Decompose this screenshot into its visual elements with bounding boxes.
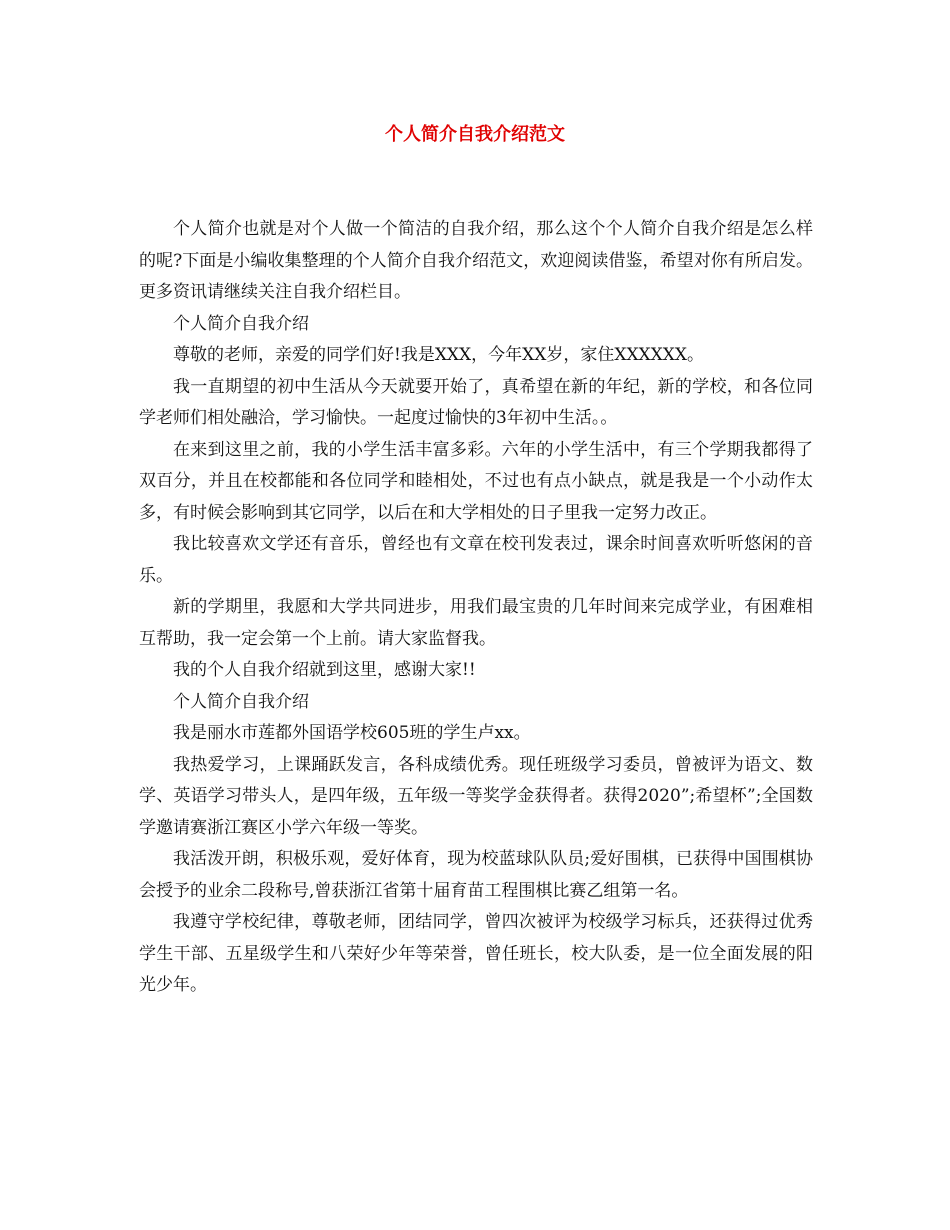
section-heading: 个人简介自我介绍 xyxy=(173,691,309,712)
paragraph-intro: 个人简介也就是对个人做一个简洁的自我介绍，那么这个个人简介自我介绍是怎么样的呢?下面是小编收集整理的个人简介自我介绍范文，欢迎阅读借鉴，希望对你有所启发。更多资讯请继续关注自我介绍栏目。 xyxy=(139,219,813,302)
document-title: 个人简介自我介绍范文 xyxy=(385,124,565,145)
paragraph: 我活泼开朗，积极乐观，爱好体育，现为校蓝球队队员;爱好围棋，已获得中国围棋协会授予的业余二段称号,曾获浙江省第十届育苗工程围棋比赛乙组第一名。 xyxy=(139,849,813,901)
paragraph: 我热爱学习，上课踊跃发言，各科成绩优秀。现任班级学习委员，曾被评为语文、数学、英语学习带头人，是四年级，五年级一等奖学金获得者。获得2020”;希望杯”;全国数学邀请赛浙江赛区小学六年级一等奖。 xyxy=(139,754,813,838)
document-body xyxy=(139,214,813,1002)
paragraph: 尊敬的老师，亲爱的同学们好!我是XXX，今年XX岁，家住XXXXXX。 xyxy=(173,345,704,365)
paragraph: 我是丽水市莲都外国语学校605班的学生卢xx。 xyxy=(173,723,531,743)
paragraph: 新的学期里，我愿和大学共同进步，用我们最宝贵的几年时间来完成学业，有困难相互帮助，我一定会第一个上前。请大家监督我。 xyxy=(139,597,813,649)
paragraph: 在来到这里之前，我的小学生活丰富多彩。六年的小学生活中，有三个学期我都得了双百分，并且在校都能和各位同学和睦相处，不过也有点小缺点，就是我是一个小动作太多，有时候会影响到其它同学，以后在和大学相处的日子里我一定努力改正。 xyxy=(139,439,813,523)
paragraph: 我的个人自我介绍就到这里，感谢大家!! xyxy=(173,660,476,680)
section-heading: 个人简介自我介绍 xyxy=(173,313,309,334)
paragraph: 我遵守学校纪律，尊敬老师，团结同学，曾四次被评为校级学习标兵，还获得过优秀学生干部、五星级学生和八荣好少年等荣誉，曾任班长，校大队委，是一位全面发展的阳光少年。 xyxy=(139,912,813,995)
paragraph: 我比较喜欢文学还有音乐，曾经也有文章在校刊发表过，课余时间喜欢听听悠闲的音乐。 xyxy=(139,534,813,586)
paragraph: 我一直期望的初中生活从今天就要开始了，真希望在新的年纪，新的学校，和各位同学老师们相处融洽，学习愉快。一起度过愉快的3年初中生活。。 xyxy=(139,376,813,428)
